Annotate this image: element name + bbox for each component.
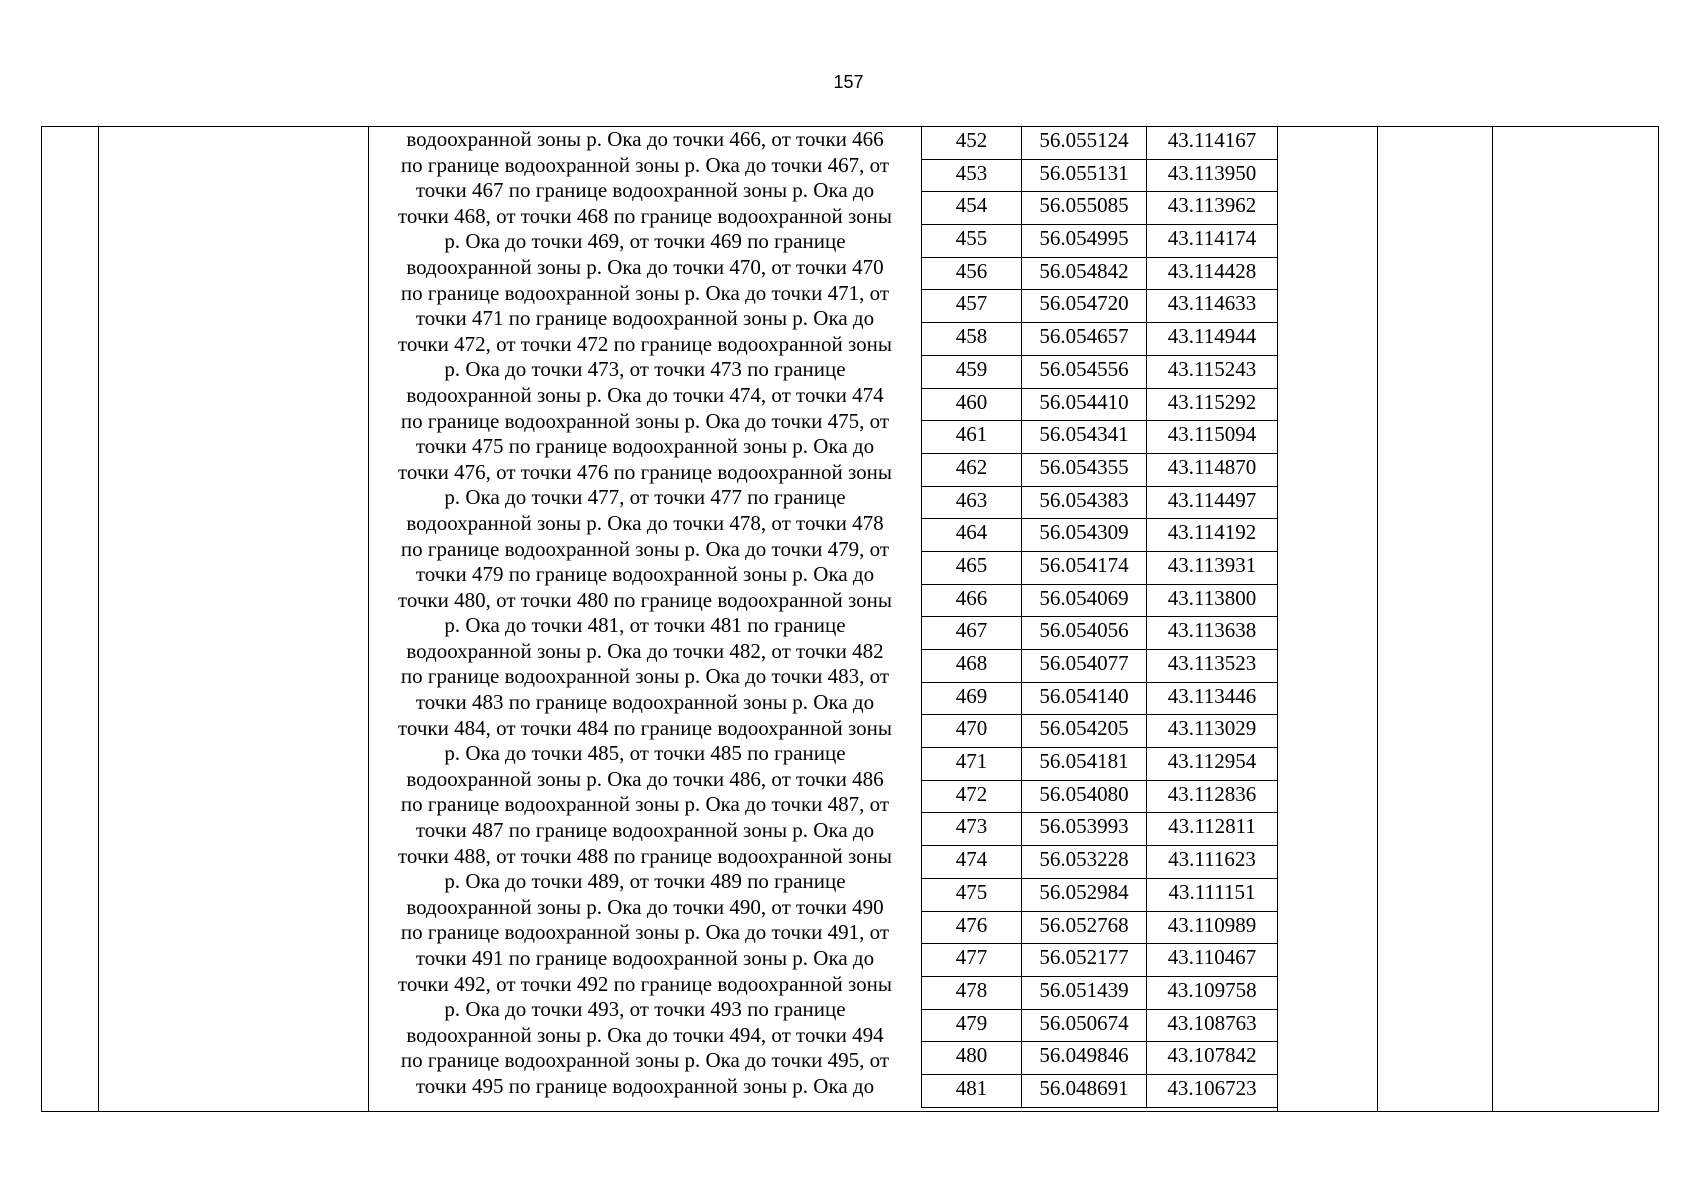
description-line: по границе водоохранной зоны р. Ока до точки 487, от	[400, 792, 890, 817]
table-row	[922, 748, 1278, 781]
description-line: р. Ока до точки 481, от точки 481 по границе	[444, 613, 846, 638]
description-line: по границе водоохранной зоны р. Ока до точки 479, от	[400, 536, 890, 561]
table-row	[922, 519, 1278, 552]
point-number-cell: 472	[922, 780, 1022, 813]
table-row	[922, 682, 1278, 715]
latitude-cell: 56.054720	[1022, 290, 1147, 323]
longitude-cell: 43.113638	[1147, 617, 1278, 650]
table-row	[922, 1074, 1278, 1107]
table-row	[922, 323, 1278, 356]
description-line: точки 476, от точки 476 по границе водоохранной зоны	[398, 459, 892, 484]
table-row	[922, 192, 1278, 225]
description-line: точки 467 по границе водоохранной зоны р. Ока до	[415, 178, 875, 203]
latitude-cell: 56.052768	[1022, 911, 1147, 944]
table-row	[922, 813, 1278, 846]
longitude-cell: 43.106723	[1147, 1074, 1278, 1107]
latitude-cell: 56.050674	[1022, 1009, 1147, 1042]
latitude-cell: 56.054181	[1022, 748, 1147, 781]
point-number-cell: 452	[922, 127, 1022, 160]
latitude-cell: 56.055085	[1022, 192, 1147, 225]
table-row	[922, 911, 1278, 944]
description-line: водоохранной зоны р. Ока до точки 486, от точки 486	[406, 766, 884, 791]
longitude-cell: 43.110467	[1147, 944, 1278, 977]
longitude-cell: 43.115243	[1147, 355, 1278, 388]
point-number-cell: 474	[922, 846, 1022, 879]
table-row	[922, 1009, 1278, 1042]
table-row	[922, 486, 1278, 519]
point-number-cell: 459	[922, 355, 1022, 388]
table-row	[922, 159, 1278, 192]
point-number-cell: 475	[922, 878, 1022, 911]
longitude-cell: 43.113962	[1147, 192, 1278, 225]
description-line: р. Ока до точки 493, от точки 493 по границе	[444, 997, 846, 1022]
latitude-cell: 56.053228	[1022, 846, 1147, 879]
longitude-cell: 43.113029	[1147, 715, 1278, 748]
point-number-cell: 460	[922, 388, 1022, 421]
longitude-cell: 43.112836	[1147, 780, 1278, 813]
latitude-cell: 56.054309	[1022, 519, 1147, 552]
description-line: точки 472, от точки 472 по границе водоохранной зоны	[398, 331, 892, 356]
latitude-cell: 56.055124	[1022, 127, 1147, 160]
latitude-cell: 56.049846	[1022, 1042, 1147, 1075]
latitude-cell: 56.054205	[1022, 715, 1147, 748]
coordinates-table	[921, 126, 1278, 1108]
description-line: точки 495 по границе водоохранной зоны р. Ока до	[415, 1073, 875, 1098]
longitude-cell: 43.114633	[1147, 290, 1278, 323]
longitude-cell: 43.113446	[1147, 682, 1278, 715]
description-line: водоохранной зоны р. Ока до точки 494, от точки 494	[406, 1022, 884, 1047]
table-row	[922, 1042, 1278, 1075]
longitude-cell: 43.108763	[1147, 1009, 1278, 1042]
table-row	[922, 846, 1278, 879]
latitude-cell: 56.054657	[1022, 323, 1147, 356]
latitude-cell: 56.054069	[1022, 584, 1147, 617]
point-number-cell: 479	[922, 1009, 1022, 1042]
description-line: водоохранной зоны р. Ока до точки 466, от точки 466	[406, 127, 884, 151]
latitude-cell: 56.051439	[1022, 976, 1147, 1009]
point-number-cell: 461	[922, 421, 1022, 454]
longitude-cell: 43.110989	[1147, 911, 1278, 944]
description-line: водоохранной зоны р. Ока до точки 490, от точки 490	[406, 894, 884, 919]
longitude-cell: 43.115292	[1147, 388, 1278, 421]
description-line: по границе водоохранной зоны р. Ока до точки 471, от	[400, 280, 890, 305]
latitude-cell: 56.054556	[1022, 355, 1147, 388]
page-number: 157	[833, 72, 864, 92]
description-line: точки 471 по границе водоохранной зоны р. Ока до	[415, 306, 875, 331]
point-number-cell: 462	[922, 453, 1022, 486]
latitude-cell: 56.055131	[1022, 159, 1147, 192]
description-line: р. Ока до точки 489, от точки 489 по границе	[444, 869, 846, 894]
point-number-cell: 471	[922, 748, 1022, 781]
table-row	[922, 976, 1278, 1009]
latitude-cell: 56.054410	[1022, 388, 1147, 421]
longitude-cell: 43.114497	[1147, 486, 1278, 519]
description-line: водоохранной зоны р. Ока до точки 478, от точки 478	[406, 510, 884, 535]
latitude-cell: 56.054174	[1022, 551, 1147, 584]
description-line: р. Ока до точки 473, от точки 473 по границе	[444, 357, 846, 382]
longitude-cell: 43.112811	[1147, 813, 1278, 846]
table-row	[922, 551, 1278, 584]
longitude-cell: 43.107842	[1147, 1042, 1278, 1075]
description-line: точки 492, от точки 492 по границе водоохранной зоны	[398, 971, 892, 996]
point-number-cell: 468	[922, 650, 1022, 683]
description-line: р. Ока до точки 485, от точки 485 по границе	[444, 741, 846, 766]
longitude-cell: 43.112954	[1147, 748, 1278, 781]
table-row	[922, 878, 1278, 911]
description-line: по границе водоохранной зоны р. Ока до точки 483, от	[400, 664, 890, 689]
description-line: р. Ока до точки 469, от точки 469 по границе	[444, 229, 846, 254]
point-number-cell: 464	[922, 519, 1022, 552]
description-line: точки 487 по границе водоохранной зоны р. Ока до	[415, 818, 875, 843]
point-number-cell: 458	[922, 323, 1022, 356]
latitude-cell: 56.052984	[1022, 878, 1147, 911]
point-number-cell: 466	[922, 584, 1022, 617]
latitude-cell: 56.054383	[1022, 486, 1147, 519]
description-line: точки 468, от точки 468 по границе водоохранной зоны	[398, 203, 892, 228]
point-number-cell: 481	[922, 1074, 1022, 1107]
point-number-cell: 463	[922, 486, 1022, 519]
table-row	[922, 421, 1278, 454]
longitude-cell: 43.114192	[1147, 519, 1278, 552]
longitude-cell: 43.114428	[1147, 257, 1278, 290]
description-line: точки 475 по границе водоохранной зоны р. Ока до	[415, 434, 875, 459]
column-divider	[98, 126, 99, 1112]
point-number-cell: 453	[922, 159, 1022, 192]
description-line: водоохранной зоны р. Ока до точки 474, от точки 474	[406, 382, 884, 407]
point-number-cell: 477	[922, 944, 1022, 977]
latitude-cell: 56.054077	[1022, 650, 1147, 683]
longitude-cell: 43.113523	[1147, 650, 1278, 683]
description-line: точки 480, от точки 480 по границе водоохранной зоны	[398, 587, 892, 612]
longitude-cell: 43.114174	[1147, 225, 1278, 258]
description-line: р. Ока до точки 477, от точки 477 по границе	[444, 485, 846, 510]
point-number-cell: 455	[922, 225, 1022, 258]
latitude-cell: 56.054140	[1022, 682, 1147, 715]
latitude-cell: 56.052177	[1022, 944, 1147, 977]
longitude-cell: 43.113800	[1147, 584, 1278, 617]
description-line: по границе водоохранной зоны р. Ока до точки 475, от	[400, 408, 890, 433]
longitude-cell: 43.113950	[1147, 159, 1278, 192]
table-row	[922, 257, 1278, 290]
boundary-description	[368, 126, 922, 1113]
longitude-cell: 43.115094	[1147, 421, 1278, 454]
description-line: точки 488, от точки 488 по границе водоохранной зоны	[398, 843, 892, 868]
column-divider	[1492, 126, 1493, 1112]
description-line: точки 491 по границе водоохранной зоны р. Ока до	[415, 946, 875, 970]
column-divider	[1377, 126, 1378, 1112]
point-number-cell: 456	[922, 257, 1022, 290]
latitude-cell: 56.054842	[1022, 257, 1147, 290]
table-row	[922, 944, 1278, 977]
latitude-cell: 56.054080	[1022, 780, 1147, 813]
longitude-cell: 43.114944	[1147, 323, 1278, 356]
point-number-cell: 465	[922, 551, 1022, 584]
latitude-cell: 56.048691	[1022, 1074, 1147, 1107]
description-line: по границе водоохранной зоны р. Ока до точки 491, от	[400, 920, 890, 945]
latitude-cell: 56.054355	[1022, 453, 1147, 486]
point-number-cell: 478	[922, 976, 1022, 1009]
longitude-cell: 43.111623	[1147, 846, 1278, 879]
longitude-cell: 43.114167	[1147, 127, 1278, 160]
table-row	[922, 355, 1278, 388]
table-row	[922, 617, 1278, 650]
description-line: точки 483 по границе водоохранной зоны р. Ока до	[415, 690, 875, 715]
point-number-cell: 473	[922, 813, 1022, 846]
point-number-cell: 454	[922, 192, 1022, 225]
point-number-cell: 469	[922, 682, 1022, 715]
table-row	[922, 584, 1278, 617]
description-line: точки 484, от точки 484 по границе водоохранной зоны	[398, 715, 892, 740]
table-row	[922, 127, 1278, 160]
longitude-cell: 43.113931	[1147, 551, 1278, 584]
table-row	[922, 388, 1278, 421]
description-line: точки 479 по границе водоохранной зоны р. Ока до	[415, 562, 875, 587]
point-number-cell: 457	[922, 290, 1022, 323]
latitude-cell: 56.054056	[1022, 617, 1147, 650]
latitude-cell: 56.053993	[1022, 813, 1147, 846]
table-row	[922, 780, 1278, 813]
description-line: по границе водоохранной зоны р. Ока до точки 495, от	[400, 1048, 890, 1073]
description-line: водоохранной зоны р. Ока до точки 482, от точки 482	[406, 638, 884, 663]
latitude-cell: 56.054341	[1022, 421, 1147, 454]
point-number-cell: 476	[922, 911, 1022, 944]
table-row	[922, 290, 1278, 323]
longitude-cell: 43.111151	[1147, 878, 1278, 911]
description-line: по границе водоохранной зоны р. Ока до точки 467, от	[400, 152, 890, 177]
longitude-cell: 43.109758	[1147, 976, 1278, 1009]
table-row	[922, 225, 1278, 258]
table-row	[922, 715, 1278, 748]
longitude-cell: 43.114870	[1147, 453, 1278, 486]
table-row	[922, 650, 1278, 683]
description-line: водоохранной зоны р. Ока до точки 470, от точки 470	[406, 254, 884, 279]
point-number-cell: 467	[922, 617, 1022, 650]
latitude-cell: 56.054995	[1022, 225, 1147, 258]
table-row	[922, 453, 1278, 486]
point-number-cell: 470	[922, 715, 1022, 748]
point-number-cell: 480	[922, 1042, 1022, 1075]
